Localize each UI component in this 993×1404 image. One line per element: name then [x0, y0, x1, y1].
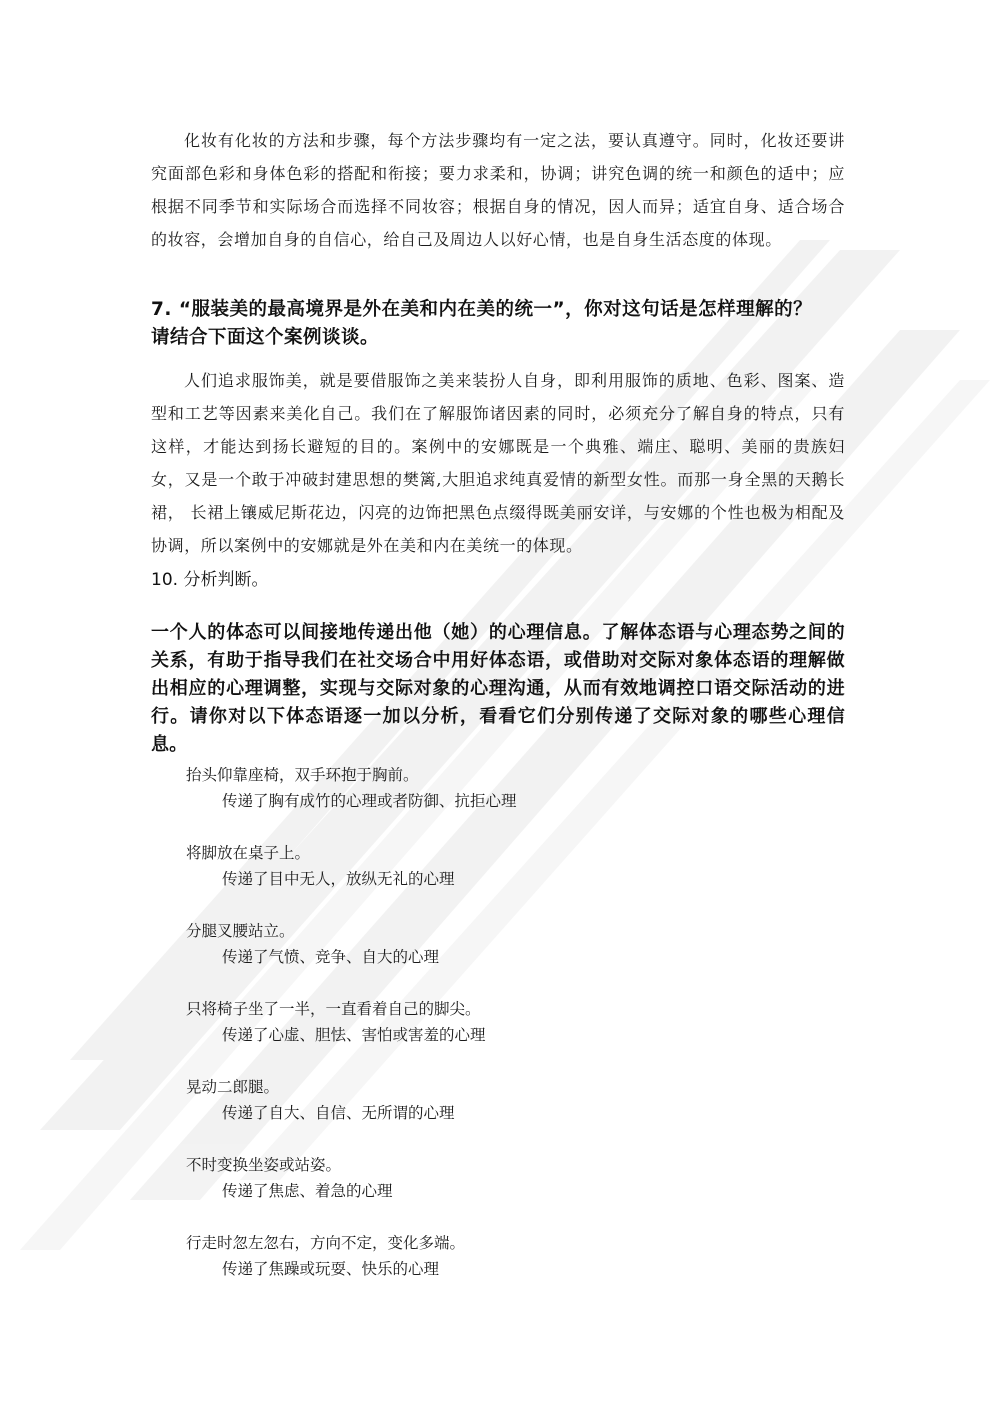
list-item-meaning: 传递了目中无人，放纵无礼的心理: [222, 870, 455, 888]
question-10-prompt: 一个人的体态可以间接地传递出他（她）的心理信息。了解体态语与心理态势之间的关系，有助于指导我们在社交场合中用好体态语，或借助对交际对象体态语的理解做出相应的心理调整，实现与交际对象的心理沟通，从而有效地调控口语交际活动的进行。请你对以下体态语逐一加以分析，看看它们分别传递了交际对象的哪些心理信息。: [151, 622, 845, 755]
list-item-meaning: 传递了自大、自信、无所谓的心理: [222, 1104, 455, 1122]
question-7-title-line1: 7. “服装美的最高境界是外在美和内在美的统一”，你对这句话是怎样理解的？: [151, 299, 813, 320]
list-item-meaning: 传递了气愤、竞争、自大的心理: [222, 948, 440, 966]
list-item-cue: 不时变换坐姿或站姿。: [186, 1156, 342, 1174]
list-item-meaning: 传递了焦躁或玩耍、快乐的心理: [222, 1260, 440, 1278]
list-item-cue: 分腿叉腰站立。: [186, 922, 295, 940]
intro-paragraph: 化妆有化妆的方法和步骤，每个方法步骤均有一定之法，要认真遵守。同时，化妆还要讲究面部色彩和身体色彩的搭配和衔接；要力求柔和，协调；讲究色调的统一和颜色的适中；应根据不同季节和实际场合而选择不同妆容；根据自身的情况，因人而异；适宜自身、适合场合的妆容，会增加自身的自信心，给自己及周边人以好心情，也是自身生活态度的体现。: [151, 131, 845, 249]
list-item-cue: 晃动二郎腿。: [186, 1078, 280, 1096]
list-item-meaning: 传递了心虚、胆怯、害怕或害羞的心理: [222, 1026, 486, 1044]
list-item-meaning: 传递了胸有成竹的心理或者防御、抗拒心理: [222, 792, 517, 810]
question-7-title-line2: 请结合下面这个案例谈谈。: [151, 327, 380, 348]
list-item-cue: 将脚放在桌子上。: [186, 844, 311, 862]
list-item-cue: 只将椅子坐了一半，一直看着自己的脚尖。: [186, 1000, 481, 1018]
list-item-cue: 抬头仰靠座椅，双手环抱于胸前。: [186, 766, 419, 784]
list-item-meaning: 传递了焦虑、着急的心理: [222, 1182, 393, 1200]
list-item-cue: 行走时忽左忽右，方向不定，变化多端。: [186, 1234, 466, 1252]
question-7-answer: 人们追求服饰美，就是要借服饰之美来装扮人自身，即利用服饰的质地、色彩、图案、造型和工艺等因素来美化自己。我们在了解服饰诸因素的同时，必须充分了解自身的特点，只有这样，才能达到扬长避短的目的。案例中的安娜既是一个典雅、端庄、聪明、美丽的贵族妇女，又是一个敢于冲破封建思想的樊篱,大胆追求纯真爱情的新型女性。而那一身全黑的天鹅长裙， 长裙上镶威尼斯花边，闪亮的边饰把黑色点缀得既美丽安详，与安娜的个性也极为相配及协调，所以案例中的安娜就是外在美和内在美统一的体现。: [151, 371, 845, 555]
question-10-title: 10. 分析判断。: [151, 570, 269, 590]
